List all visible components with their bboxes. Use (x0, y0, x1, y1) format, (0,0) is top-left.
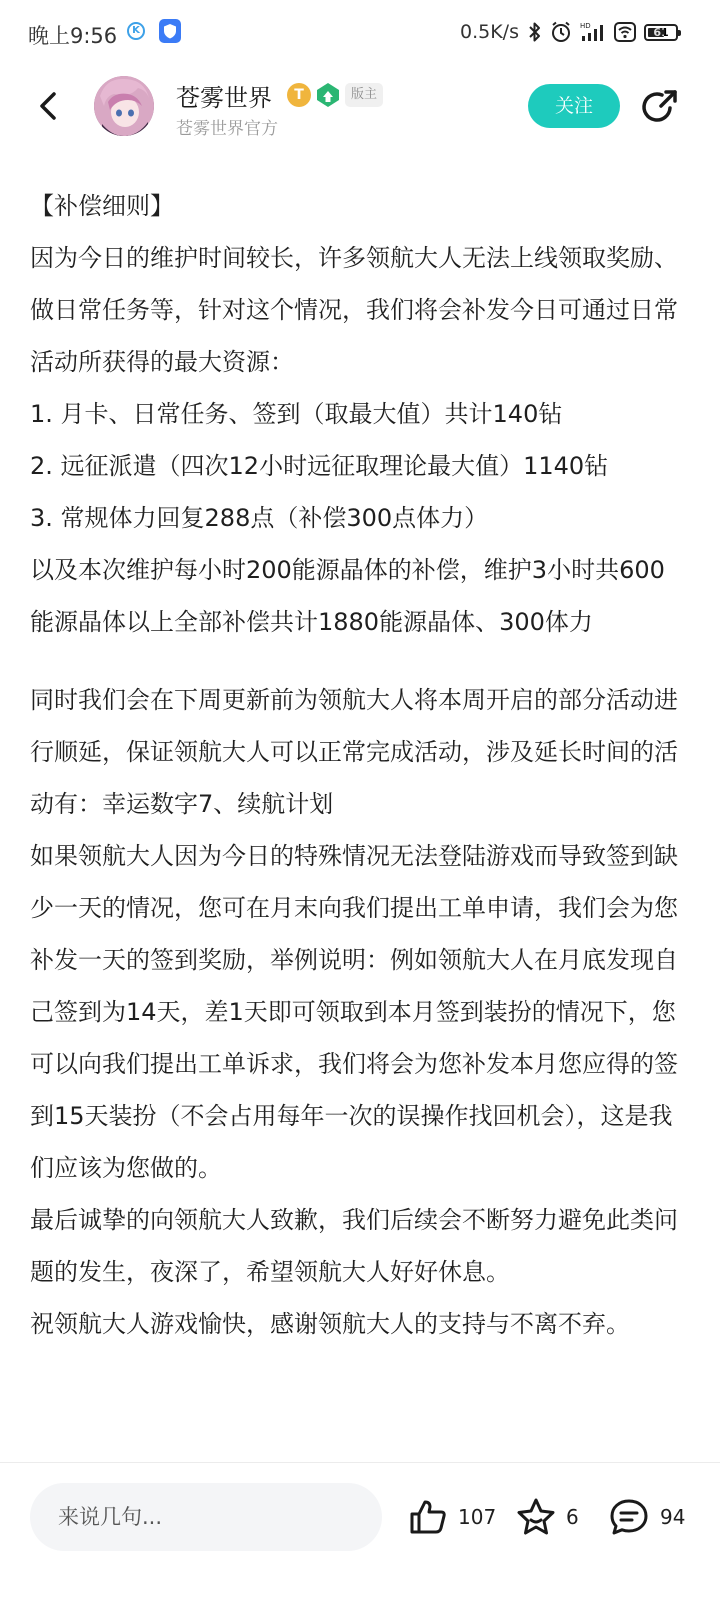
post-header (0, 64, 720, 152)
post-paragraph: 以及本次维护每小时200能源晶体的补偿，维护3小时共600能源晶体以上全部补偿共计1880能源晶体、300体力 (30, 556, 665, 636)
post-list-item: 3. 常规体力回复288点（补偿300点体力） (30, 504, 489, 532)
k-app-icon: K (127, 22, 145, 40)
post-body (30, 180, 685, 1350)
level-badge-icon (315, 82, 341, 108)
back-button[interactable] (28, 86, 68, 126)
wifi-icon (614, 21, 636, 43)
moderator-badge: 版主 (345, 83, 383, 107)
post-paragraph: 如果领航大人因为今日的特殊情况无法登陆游戏而导致签到缺少一天的情况，您可在月末向我们提出工单申请，我们会为您补发一天的签到奖励，举例说明：例如领航大人在月底发现自己签到为14天，差1天即可领取到本月签到装扮的情况下，您可以向我们提出工单诉求，我们将会为您补发本月您应得的签到15天装扮（不会占用每年一次的误操作找回机会），这是我们应该为您做的。 (30, 842, 678, 1182)
avatar[interactable] (94, 76, 154, 136)
bluetooth-icon (528, 21, 542, 43)
creator-badge-icon: T (287, 83, 311, 107)
share-icon[interactable] (640, 87, 680, 127)
like-count: 107 (458, 1505, 497, 1529)
comment-button[interactable] (608, 1493, 685, 1541)
avatar-image (94, 76, 154, 136)
author-name[interactable]: 苍雾世界 (176, 84, 272, 112)
post-list-item: 1. 月卡、日常任务、签到（取最大值）共计140钻 (30, 400, 563, 428)
thumbs-up-icon (408, 1497, 448, 1537)
battery-icon (644, 24, 678, 41)
post-paragraph: 最后诚挚的向领航大人致歉，我们后续会不断努力避免此类问题的发生，夜深了，希望领航大人好好休息。 (30, 1206, 678, 1286)
battery-level: 61 (653, 25, 669, 39)
status-time: 晚上9:56 (28, 24, 118, 48)
favorite-button[interactable] (516, 1493, 579, 1541)
svg-text:HD: HD (580, 22, 591, 30)
post-heading: 【补偿细则】 (30, 192, 174, 220)
post-list-item: 2. 远征派遣（四次12小时远征取理论最大值）1140钻 (30, 452, 609, 480)
follow-button[interactable]: 关注 (528, 84, 620, 128)
shield-app-icon (159, 19, 181, 43)
like-button[interactable] (408, 1493, 496, 1541)
hd-signal-icon (580, 21, 606, 43)
network-speed: 0.5K/s (460, 21, 519, 43)
comment-bubble-icon (608, 1497, 650, 1537)
post-paragraph: 因为今日的维护时间较长，许多领航大人无法上线领取奖励、做日常任务等，针对这个情况，我们将会补发今日可通过日常活动所获得的最大资源： (30, 244, 678, 376)
star-icon (516, 1497, 556, 1537)
comment-count: 94 (660, 1505, 686, 1529)
author-subtitle: 苍雾世界官方 (176, 119, 278, 139)
favorite-count: 6 (566, 1505, 579, 1529)
system-icons (528, 20, 678, 44)
post-paragraph: 同时我们会在下周更新前为领航大人将本周开启的部分活动进行顺延，保证领航大人可以正常完成活动，涉及延长时间的活动有：幸运数字7、续航计划 (30, 686, 678, 818)
status-bar (0, 0, 720, 64)
comment-input[interactable]: 来说几句... (30, 1483, 382, 1551)
paragraph-spacer (30, 648, 685, 674)
bottom-action-bar (0, 1463, 720, 1600)
post-paragraph: 祝领航大人游戏愉快，感谢领航大人的支持与不离不弃。 (30, 1310, 630, 1338)
alarm-icon (550, 21, 572, 43)
